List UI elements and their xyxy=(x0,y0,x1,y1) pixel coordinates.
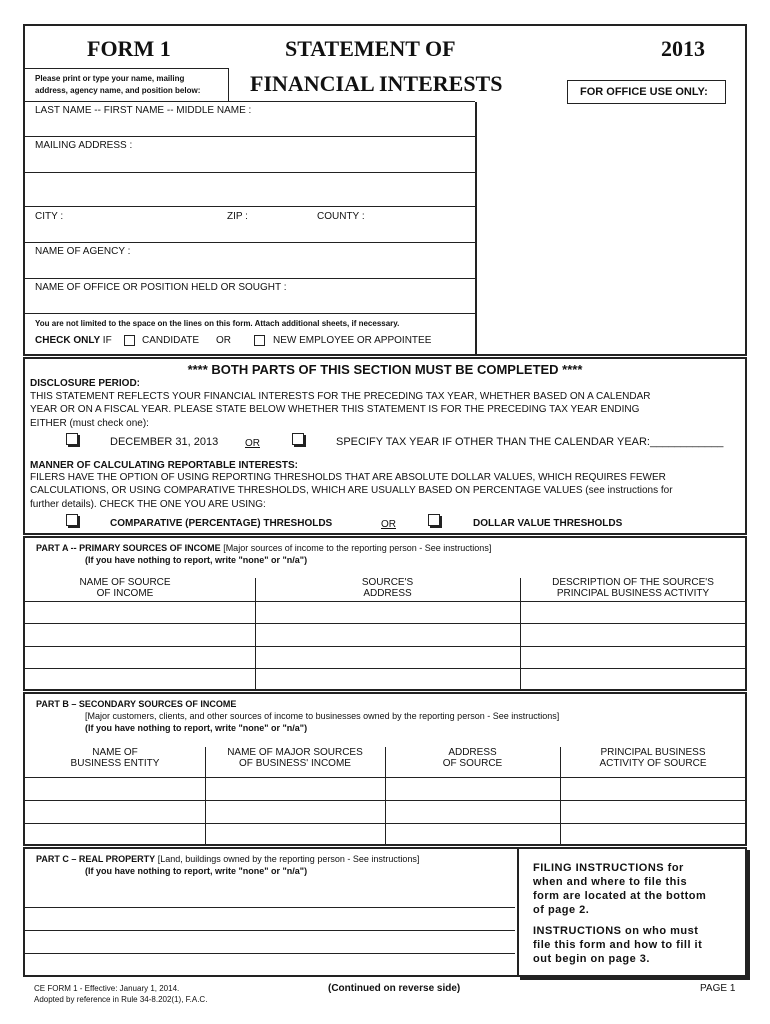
agency-label: NAME OF AGENCY : xyxy=(35,246,131,257)
new-employee-checkbox[interactable] xyxy=(254,335,265,346)
dollar-value-checkbox[interactable] xyxy=(428,514,440,526)
disclosure-period-line2: YEAR OR ON A FISCAL YEAR. PLEASE STATE BELOW WHETHER THIS STATEMENT IS FOR THE PRECEDING TAX YEAR ENDING xyxy=(30,404,640,415)
disclosure-banner: **** BOTH PARTS OF THIS SECTION MUST BE COMPLETED **** xyxy=(187,362,583,377)
part-b-col4-header xyxy=(560,747,746,769)
part-a-col1-header xyxy=(25,577,225,599)
check-or-label: OR xyxy=(216,335,231,346)
office-position-label: NAME OF OFFICE OR POSITION HELD OR SOUGHT : xyxy=(35,282,287,293)
rule-2 xyxy=(25,172,475,173)
part-c-desc: [Land, buildings owned by the reporting person - See instructions] xyxy=(157,854,420,864)
part-a-desc: [Major sources of income to the reporting person - See instructions] xyxy=(223,543,492,553)
filing-line1: FILING INSTRUCTIONS for xyxy=(533,862,684,874)
comparative-checkbox[interactable] xyxy=(66,514,78,526)
footer-continued: (Continued on reverse side) xyxy=(328,983,461,994)
filing-line3: form are located at the bottom xyxy=(533,890,707,902)
mailing-address-input[interactable] xyxy=(25,137,475,205)
part-c-title: PART C – REAL PROPERTY xyxy=(36,854,156,864)
disclosure-period-title: DISCLOSURE PERIOD: xyxy=(30,378,141,389)
part-a-col3-l2: PRINCIPAL BUSINESS ACTIVITY xyxy=(556,588,710,599)
part-c-table-body[interactable] xyxy=(25,882,515,975)
part-a-nothing: (If you have nothing to report, write "none" or "n/a") xyxy=(85,555,308,565)
part-a-col3-header xyxy=(520,577,746,599)
city-label: CITY : xyxy=(35,211,64,222)
filing-line2: when and where to file this xyxy=(533,876,688,888)
candidate-label: CANDIDATE xyxy=(142,335,200,346)
part-a-col3-l1: DESCRIPTION OF THE SOURCE'S xyxy=(552,577,714,588)
manner-line3: further details). CHECK THE ONE YOU ARE USING: xyxy=(30,499,266,510)
disclosure-or-2: OR xyxy=(381,519,396,530)
part-c-title-line xyxy=(36,854,419,864)
part-a-col2-l2: ADDRESS xyxy=(363,588,412,599)
part-b-col3-l2: OF SOURCE xyxy=(442,758,503,769)
space-note: You are not limited to the space on the lines on this form. Attach additional sheets, if necessary. xyxy=(35,319,400,328)
part-b-col1-header xyxy=(25,747,205,769)
part-b-title: PART B – SECONDARY SOURCES OF INCOME xyxy=(36,699,237,709)
zip-input[interactable] xyxy=(220,207,310,241)
part-b-col2-l1: NAME OF MAJOR SOURCES xyxy=(227,747,363,758)
part-b-col1-l1: NAME OF xyxy=(92,747,138,758)
part-a-col2-l1: SOURCE'S xyxy=(361,577,414,588)
print-instructions-line1: Please print or type your name, mailing xyxy=(35,74,185,83)
manner-line1: FILERS HAVE THE OPTION OF USING REPORTING THRESHOLDS THAT ARE ABSOLUTE DOLLAR VALUES, WHICH REQUIRES FEWER xyxy=(30,472,666,483)
manner-title: MANNER OF CALCULATING REPORTABLE INTERESTS: xyxy=(30,460,298,471)
part-b-col1-l2: BUSINESS ENTITY xyxy=(70,758,160,769)
candidate-checkbox[interactable] xyxy=(124,335,135,346)
comparative-label: COMPARATIVE (PERCENTAGE) THRESHOLDS xyxy=(110,518,333,529)
name-input[interactable] xyxy=(25,103,475,135)
footer-form-id: CE FORM 1 - Effective: January 1, 2014. xyxy=(34,984,180,993)
form-title: FORM 1 xyxy=(87,36,171,61)
part-b-col4-l2: ACTIVITY OF SOURCE xyxy=(599,758,707,769)
part-b-col3-header xyxy=(385,747,560,769)
filing-line6: file this form and how to fill it xyxy=(533,939,703,951)
year: 2013 xyxy=(661,36,705,61)
county-label: COUNTY : xyxy=(317,211,365,222)
print-instructions-line2: address, agency name, and position below: xyxy=(35,86,201,95)
statement-title-line2: FINANCIAL INTERESTS xyxy=(250,71,503,96)
part-a-title-line xyxy=(36,543,491,553)
filing-line5: INSTRUCTIONS on who must xyxy=(533,925,699,937)
part-b-col2-l2: OF BUSINESS' INCOME xyxy=(239,758,351,769)
disclosure-or-1: OR xyxy=(245,438,260,449)
disclosure-period-line3: EITHER (must check one): xyxy=(30,418,149,429)
part-b-nothing: (If you have nothing to report, write "none" or "n/a") xyxy=(85,723,308,733)
office-use-label: FOR OFFICE USE ONLY: xyxy=(580,86,708,98)
manner-line2: CALCULATIONS, OR USING COMPARATIVE THRESHOLDS, WHICH ARE USUALLY BASED ON PERCENTAGE VALUES (see instructions for xyxy=(30,485,673,496)
print-instructions-box xyxy=(25,68,229,102)
zip-label: ZIP : xyxy=(227,211,248,222)
part-a-col2-header xyxy=(255,577,520,599)
name-label: LAST NAME -- FIRST NAME -- MIDDLE NAME : xyxy=(35,105,252,116)
check-if-text: IF xyxy=(102,335,112,346)
check-only-text: CHECK ONLY xyxy=(35,335,101,346)
disclosure-period-line1: THIS STATEMENT REFLECTS YOUR FINANCIAL INTERESTS FOR THE PRECEDING TAX YEAR, WHETHER BASED ON A CALENDAR xyxy=(30,391,651,402)
part-a-col1-l1: NAME OF SOURCE xyxy=(79,577,171,588)
part-c-nothing: (If you have nothing to report, write "none" or "n/a") xyxy=(85,866,308,876)
part-a-title: PART A -- PRIMARY SOURCES OF INCOME xyxy=(36,543,221,553)
filing-line7: out begin on page 3. xyxy=(533,953,650,965)
statement-title-line1: STATEMENT OF xyxy=(285,36,456,61)
office-position-input[interactable] xyxy=(25,279,475,313)
new-employee-label: NEW EMPLOYEE OR APPOINTEE xyxy=(273,335,432,346)
part-b-col4-l1: PRINCIPAL BUSINESS xyxy=(600,747,706,758)
part-a-col1-l2: OF INCOME xyxy=(96,588,154,599)
mailing-address-label: MAILING ADDRESS : xyxy=(35,140,133,151)
part-b-desc: [Major customers, clients, and other sources of income to businesses owned by the reporting person - See instructions] xyxy=(85,711,560,721)
dec31-checkbox[interactable] xyxy=(66,433,78,445)
dollar-value-label: DOLLAR VALUE THRESHOLDS xyxy=(473,518,623,529)
part-b-table-body[interactable] xyxy=(25,778,745,844)
header-divider-vertical xyxy=(475,102,477,356)
part-b-col2-header xyxy=(205,747,385,769)
county-input[interactable] xyxy=(312,207,472,241)
rule-under-header xyxy=(25,101,475,102)
city-input[interactable] xyxy=(25,207,215,241)
dec31-label: DECEMBER 31, 2013 xyxy=(110,436,219,448)
footer-adopted: Adopted by reference in Rule 34-8.202(1), F.A.C. xyxy=(34,995,208,1004)
part-b-col3-l1: ADDRESS xyxy=(448,747,497,758)
check-only-label xyxy=(35,335,112,346)
agency-input[interactable] xyxy=(25,243,475,277)
filing-instructions-text xyxy=(533,861,706,966)
specify-year-checkbox[interactable] xyxy=(292,433,304,445)
footer-page: PAGE 1 xyxy=(700,983,736,994)
part-a-table-body[interactable] xyxy=(25,602,745,689)
filing-line4: of page 2. xyxy=(533,904,590,916)
rule-6 xyxy=(25,313,475,314)
specify-year-label[interactable]: SPECIFY TAX YEAR IF OTHER THAN THE CALENDAR YEAR:____________ xyxy=(336,436,724,448)
